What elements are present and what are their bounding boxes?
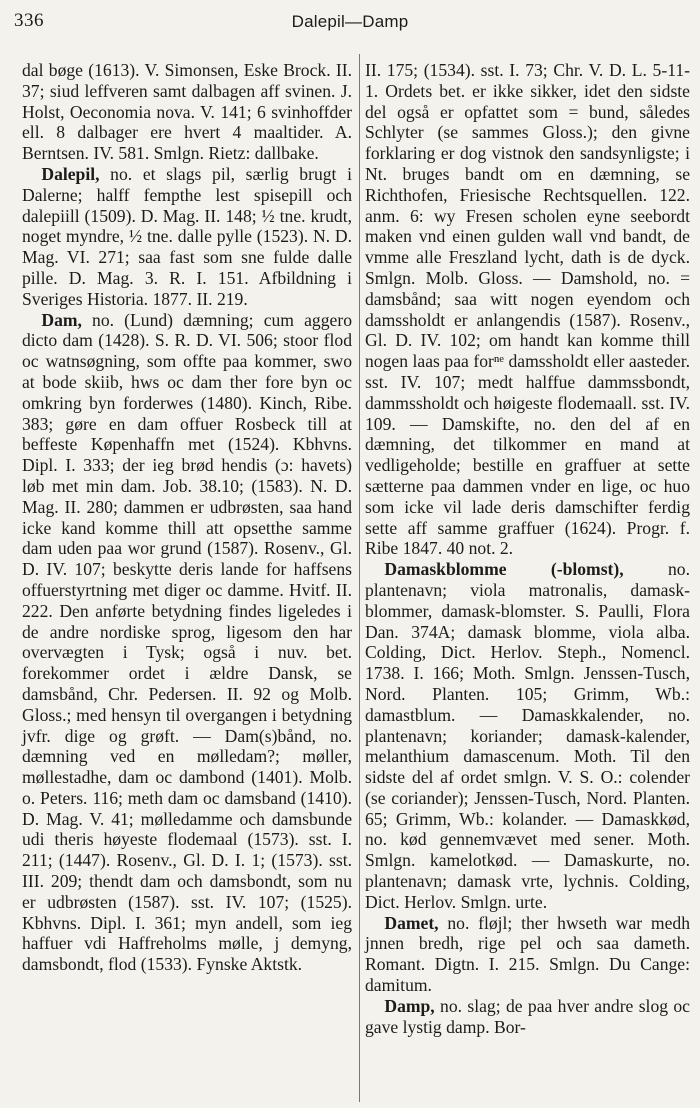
entry-text: II. 175; (1534). sst. I. 73; Chr. V. D. L. 5-11-1. Ordets bet. er ikke sikker, idet den sidste del også er opfattet som = bund, således Schlyter (se sammes Gloss.); den givne forklaring er dog vistnok den sandsynligste; i Nt. bruges bandt om en dæmning, se Richthofen, Friesische Rechtsquellen. 122. anm. 6: wy Fresen scholen eyne seebordt maken vnd einen gulden wall vnd bandt, de vmme alle Freszland lycht, dath is de dyck. Smlgn. Molb. Gloss. — Damshold, no. = damsbånd; saa witt nogen eyendom och damssholdt er anlangendis (1587). Rosenv., Gl. D. IV. 102; om handt kan komme thill nogen laas paa forⁿᵉ damssholdt eller aasteder. sst. IV. 107; medt halffue dammssbondt, dammssholdt och høigeste flodemaall. sst. IV. 109. — Damskifte, no. den del af en dæmning, det tilkommer en mand at vedligeholde; bestille en graffuer at sette sætterne paa dammen vnder en lige, oc huo som icke vil lade deris damschifter ferdig sette aff samme graffuer (1624). Progr. f. Ribe 1847. 40 not. 2.: [365, 60, 690, 559]
headword: Damp,: [384, 995, 435, 1016]
right-column: [365, 60, 690, 1037]
entry-continuation: [365, 60, 690, 559]
headword: Dalepil,: [41, 163, 100, 184]
entry-text: no. et slags pil, særlig brugt i Dalerne; halff fempthe lest spisepill och dalepiill (1509). D. Mag. II. 148; ½ tne. krudt, noget myndre, ½ tne. dalle pylle (1523). N. D. Mag. VI. 271; saa fast som sne fulde dalle pille. D. Mag. 3. R. I. 151. Afbildning i Sveriges Historia. 1877. II. 219.: [22, 163, 352, 309]
running-head: Dalepil—Damp: [291, 12, 409, 31]
headword: Dam,: [41, 309, 82, 330]
entry-text: no. fløjl; ther hwseth war medh jnnen bredh, rige pel och saa dameth. Romant. Digtn. I. 215. Smlgn. Du Cange: damitum.: [365, 912, 690, 996]
entry-text: dal bøge (1613). V. Simonsen, Eske Brock. II. 37; siud leffveren samt dalbagen aff svinen. J. Holst, Oeconomia nova. V. 141; 6 svinhoffder ell. 8 dalbager ere hvert 4 maaltider. A. Berntsen. IV. 581. Smlgn. Rietz: dallbake.: [22, 60, 352, 164]
entry-text: no. plantenavn; viola matronalis, damask-blommer, damask-blomster. S. Paulli, Flora Dan. 374A; damask blomme, viola alba. Colding, Dict. Herlov. Steph., Nomencl. 1738. I. 166; Moth. Smlgn. Jenssen-Tusch, Nord. Planten. 105; Grimm, Wb.: damastblum. — Damaskkalender, no. plantenavn; koriander; damask-kalender, melanthium damascenum. Moth. Til den sidste del af ordet smlgn. V. S. O.: colender (se coriander); Jenssen-Tusch, Nord. Planten. 65; Grimm, Wb.: kolander. — Damaskkød, no. kød gennemvævet med sener. Moth. Smlgn. kamelotkød. — Damaskurte, no. plantenavn; damask vrte, lychnis. Colding, Dict. Herlov. Smlgn. urte.: [365, 559, 690, 912]
page-number: 336: [14, 10, 44, 31]
entry-damaskblomme: [365, 559, 690, 913]
entry-text: no. slag; de paa hver andre slog oc gave lystig damp. Bor-: [365, 995, 690, 1037]
headword: Damaskblomme (-blomst),: [384, 559, 624, 580]
entry-continuation: [22, 60, 352, 164]
entry-dam: [22, 310, 352, 976]
entry-damet: [365, 913, 690, 996]
page-header: [14, 10, 686, 40]
entry-text: no. (Lund) dæmning; cum aggero dicto dam (1428). S. R. D. VI. 506; stoor flod oc watnsøgning, som offte paa kommer, swo at bode skiib, hws oc dam ther fore byn oc omkring byn forderwes (1480). Kinch, Ribe. 383; gøre en dam offuer Rosbeck till at beffeste Køpenhaffn met (1524). Kbhvns. Dipl. I. 333; der ieg brød hendis (ɔ: havets) løb met min dam. Job. 38.10; (1583). N. D. Mag. II. 280; dammen er udbrøsten, saa hand icke kand komme thill att opsetthe samme dam uden paa wor grund (1587). Rosenv., Gl. D. IV. 107; beskytte deris lande for haffsens offuerstyrtning met diger oc damme. Hvitf. II. 222. Den anførte betydning findes ligeledes i de andre nordiske sprog, ligesom den har overvægten i Tysk; også i nuv. bet. forekommer ordet i ældre Dansk, se damsbånd, Chr. Pedersen. II. 92 og Molb. Gloss.; med hensyn til overgangen i betydning jvfr. dige og grøft. — Dam(s)bånd, no. dæmning ved en mølledam?; møller, møllestadhe, dam oc dambond (1401). Molb. o. Peters. 116; meth dam oc damsband (1410). D. Mag. V. 41; mølledamme och damsbunde udi theris høyeste flodemaal (1573). sst. I. 211; (1447). Rosenv., Gl. D. I. 1; (1573). sst. III. 209; thendt dam och damsbondt, som nu er udbrøsten (1587). sst. IV. 107; (1525). Kbhvns. Dipl. I. 361; myn andell, som ieg haffuer vdi Haffreholms mølle, j demyng, damsbondt, flod (1533). Fynske Aktstk.: [22, 309, 352, 975]
column-divider: [359, 54, 360, 1102]
entry-damp: [365, 996, 690, 1038]
headword: Damet,: [384, 912, 439, 933]
left-column: [22, 60, 352, 975]
entry-dalepil: [22, 164, 352, 310]
